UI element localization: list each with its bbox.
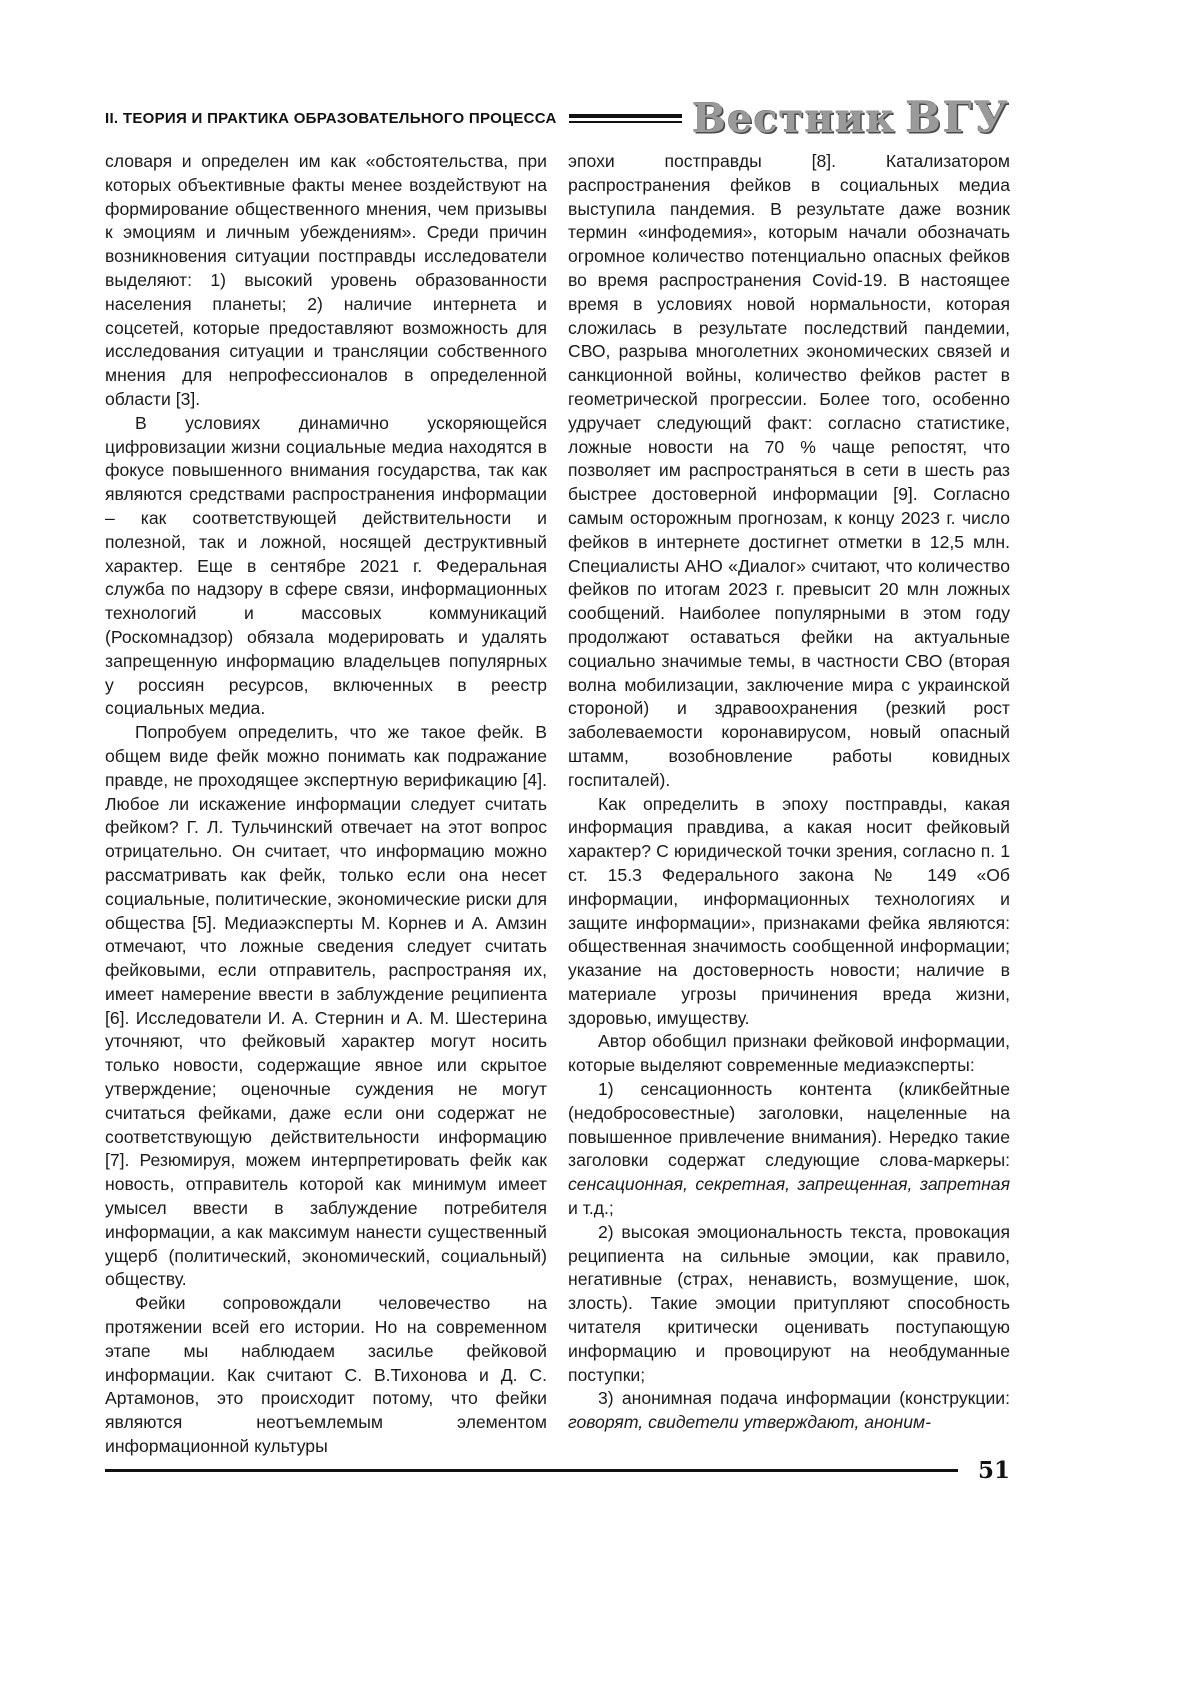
italic-run-anonymous-constructs: говорят, свидетели утверждают, аноним- — [568, 1412, 931, 1433]
text-run: и т.д.; — [568, 1198, 614, 1219]
paragraph-left-3: Попробуем определить, что же такое фейк. В общем виде фейк можно понимать как подражание правде, не проходящее экспертную верификацию [4]. Любое ли искажение информации следует считать фейком? Г. Л. Тульчинский отвечает на этот вопрос отрицательно. Он считает, что информацию можно рассматривать как фейк, только если она несет социальные, политические, экономические риски для общества [5]. Медиаэксперты М. Корнев и А. Амзин отмечают, что ложные сведения следует считать фейковыми, если отправитель, распространяя их, имеет намерение ввести в заблуждение реципиента [6]. Исследователи И. А. Стернин и А. М. Шестерина уточняют, что фейковый характер могут носить только новости, содержащие явное или скрытое утверждение; оценочные суждения не могут считаться фейками, даже если они содержат не соответствующую действительности информацию [7]. Резюмируя, можем интерпретировать фейк как новость, отправитель которой как минимум имеет умысел ввести в заблуждение потребителя информации, а как максимум нанести существенный ущерб (политический, экономический, социальный) обществу. — [105, 722, 547, 1290]
section-header: II. ТЕОРИЯ И ПРАКТИКА ОБРАЗОВАТЕЛЬНОГО ПРОЦЕССА — [105, 109, 557, 127]
header-divider-rule — [569, 114, 682, 123]
footer-divider-rule — [105, 1469, 958, 1472]
article-body — [105, 150, 1010, 1459]
paragraph-left-1: словаря и определен им как «обстоятельства, при которых объективные факты менее воздействуют на формирование общественного мнения, чем призывы к эмоциям и личным убеждениям». Среди причин возникновения ситуации постправды исследователи выделяют: 1) высокий уровень образованности населения планеты; 2) наличие интернета и соцсетей, которые предоставляют возможность для исследования ситуации и трансляции собственного мнения для непрофессионалов в определенной области [3]. — [105, 151, 547, 409]
text-run: 3) анонимная подача информации (конструкции: — [598, 1388, 1010, 1409]
journal-logo-word-vestnik: Вестник — [692, 95, 896, 142]
paragraph-right-2: Как определить в эпоху постправды, какая информация правдива, а какая носит фейковый характер? С юридической точки зрения, согласно п. 1 ст. 15.3 Федерального закона № 149 «Об информации, информационных технологиях и защите информации», признаками фейка являются: общественная значимость сообщенной информации; указание на достоверность новости; наличие в материале угрозы причинения вреда жизни, здоровью, имуществу. — [568, 793, 1010, 1028]
paragraph-right-6 — [568, 1387, 1010, 1435]
page-number: 51 — [977, 1456, 1010, 1484]
right-column — [568, 150, 1010, 1459]
italic-run-marker-words: сенсационная, секретная, запрещенная, запретная — [568, 1174, 1010, 1195]
text-run: 1) сенсационность контента (кликбейтные (недобросовестные) заголовки, нацеленные на повышенное привлечение внимания). Нередко такие заголовки содержат следующие слова-маркеры: — [568, 1079, 1010, 1171]
left-column — [105, 150, 547, 1459]
page-header — [105, 93, 1010, 142]
paragraph-right-3: Автор обобщил признаки фейковой информации, которые выделяют современные медиаэксперты: — [568, 1031, 1010, 1076]
paragraph-right-1: эпохи постправды [8]. Катализатором распространения фейков в социальных медиа выступила пандемия. В результате даже возник термин «инфодемия», которым начали обозначать огромное количество потенциально опасных фейков во время распространения Covid-19. В настоящее время в условиях новой нормальности, которая сложилась в результате последствий пандемии, СВО, разрыва многолетних экономических связей и санкционной войны, количество фейков растет в геометрической прогрессии. Более того, особенно удручает следующий факт: согласно статистике, ложные новости на 70 % чаще репостят, что позволяет им распространяться в сети в шесть раз быстрее достоверной информации [9]. Согласно самым осторожным прогнозам, к концу 2023 г. число фейков в интернете достигнет отметки в 12,5 млн. Специалисты АНО «Диалог» считают, что количество фейков по итогам 2023 г. превысит 20 млн ложных сообщений. Наиболее популярными в этом году продолжают оставаться фейки на актуальные социально значимые темы, в частности СВО (вторая волна мобилизации, заключение мира с украинской стороной) и здравоохранения (резкий рост заболеваемости коронавирусом, новый опасный штамм, возобновление работы ковидных госпиталей). — [568, 151, 1010, 790]
journal-logo — [692, 93, 1010, 142]
page-footer — [105, 1452, 1010, 1488]
paragraph-right-4 — [568, 1078, 1010, 1221]
journal-logo-word-vgu: ВГУ — [905, 93, 1010, 142]
paragraph-left-4: Фейки сопровождали человечество на протяжении всей его истории. Но на современном этапе мы наблюдаем засилье фейковой информации. Как считают С. В.Тихонова и Д. С. Артамонов, это происходит потому, что фейки являются неотъемлемым элементом информационной культуры — [105, 1293, 547, 1457]
paragraph-right-5: 2) высокая эмоциональность текста, провокация реципиента на сильные эмоции, как правило, негативные (страх, ненависть, возмущение, шок, злость). Такие эмоции притупляют способность читателя критически оценивать поступающую информацию и провоцируют на необдуманные поступки; — [568, 1221, 1010, 1385]
paragraph-left-2: В условиях динамично ускоряющейся цифровизации жизни социальные медиа находятся в фокусе повышенного внимания государства, так как являются средствами распространения информации – как соответствующей действительности и полезной, так и ложной, носящей деструктивный характер. Еще в сентябре 2021 г. Федеральная служба по надзору в сфере связи, информационных технологий и массовых коммуникаций (Роскомнадзор) обязала модерировать и удалять запрещенную информацию владельцев популярных у россиян ресурсов, включенных в реестр социальных медиа. — [105, 412, 547, 719]
